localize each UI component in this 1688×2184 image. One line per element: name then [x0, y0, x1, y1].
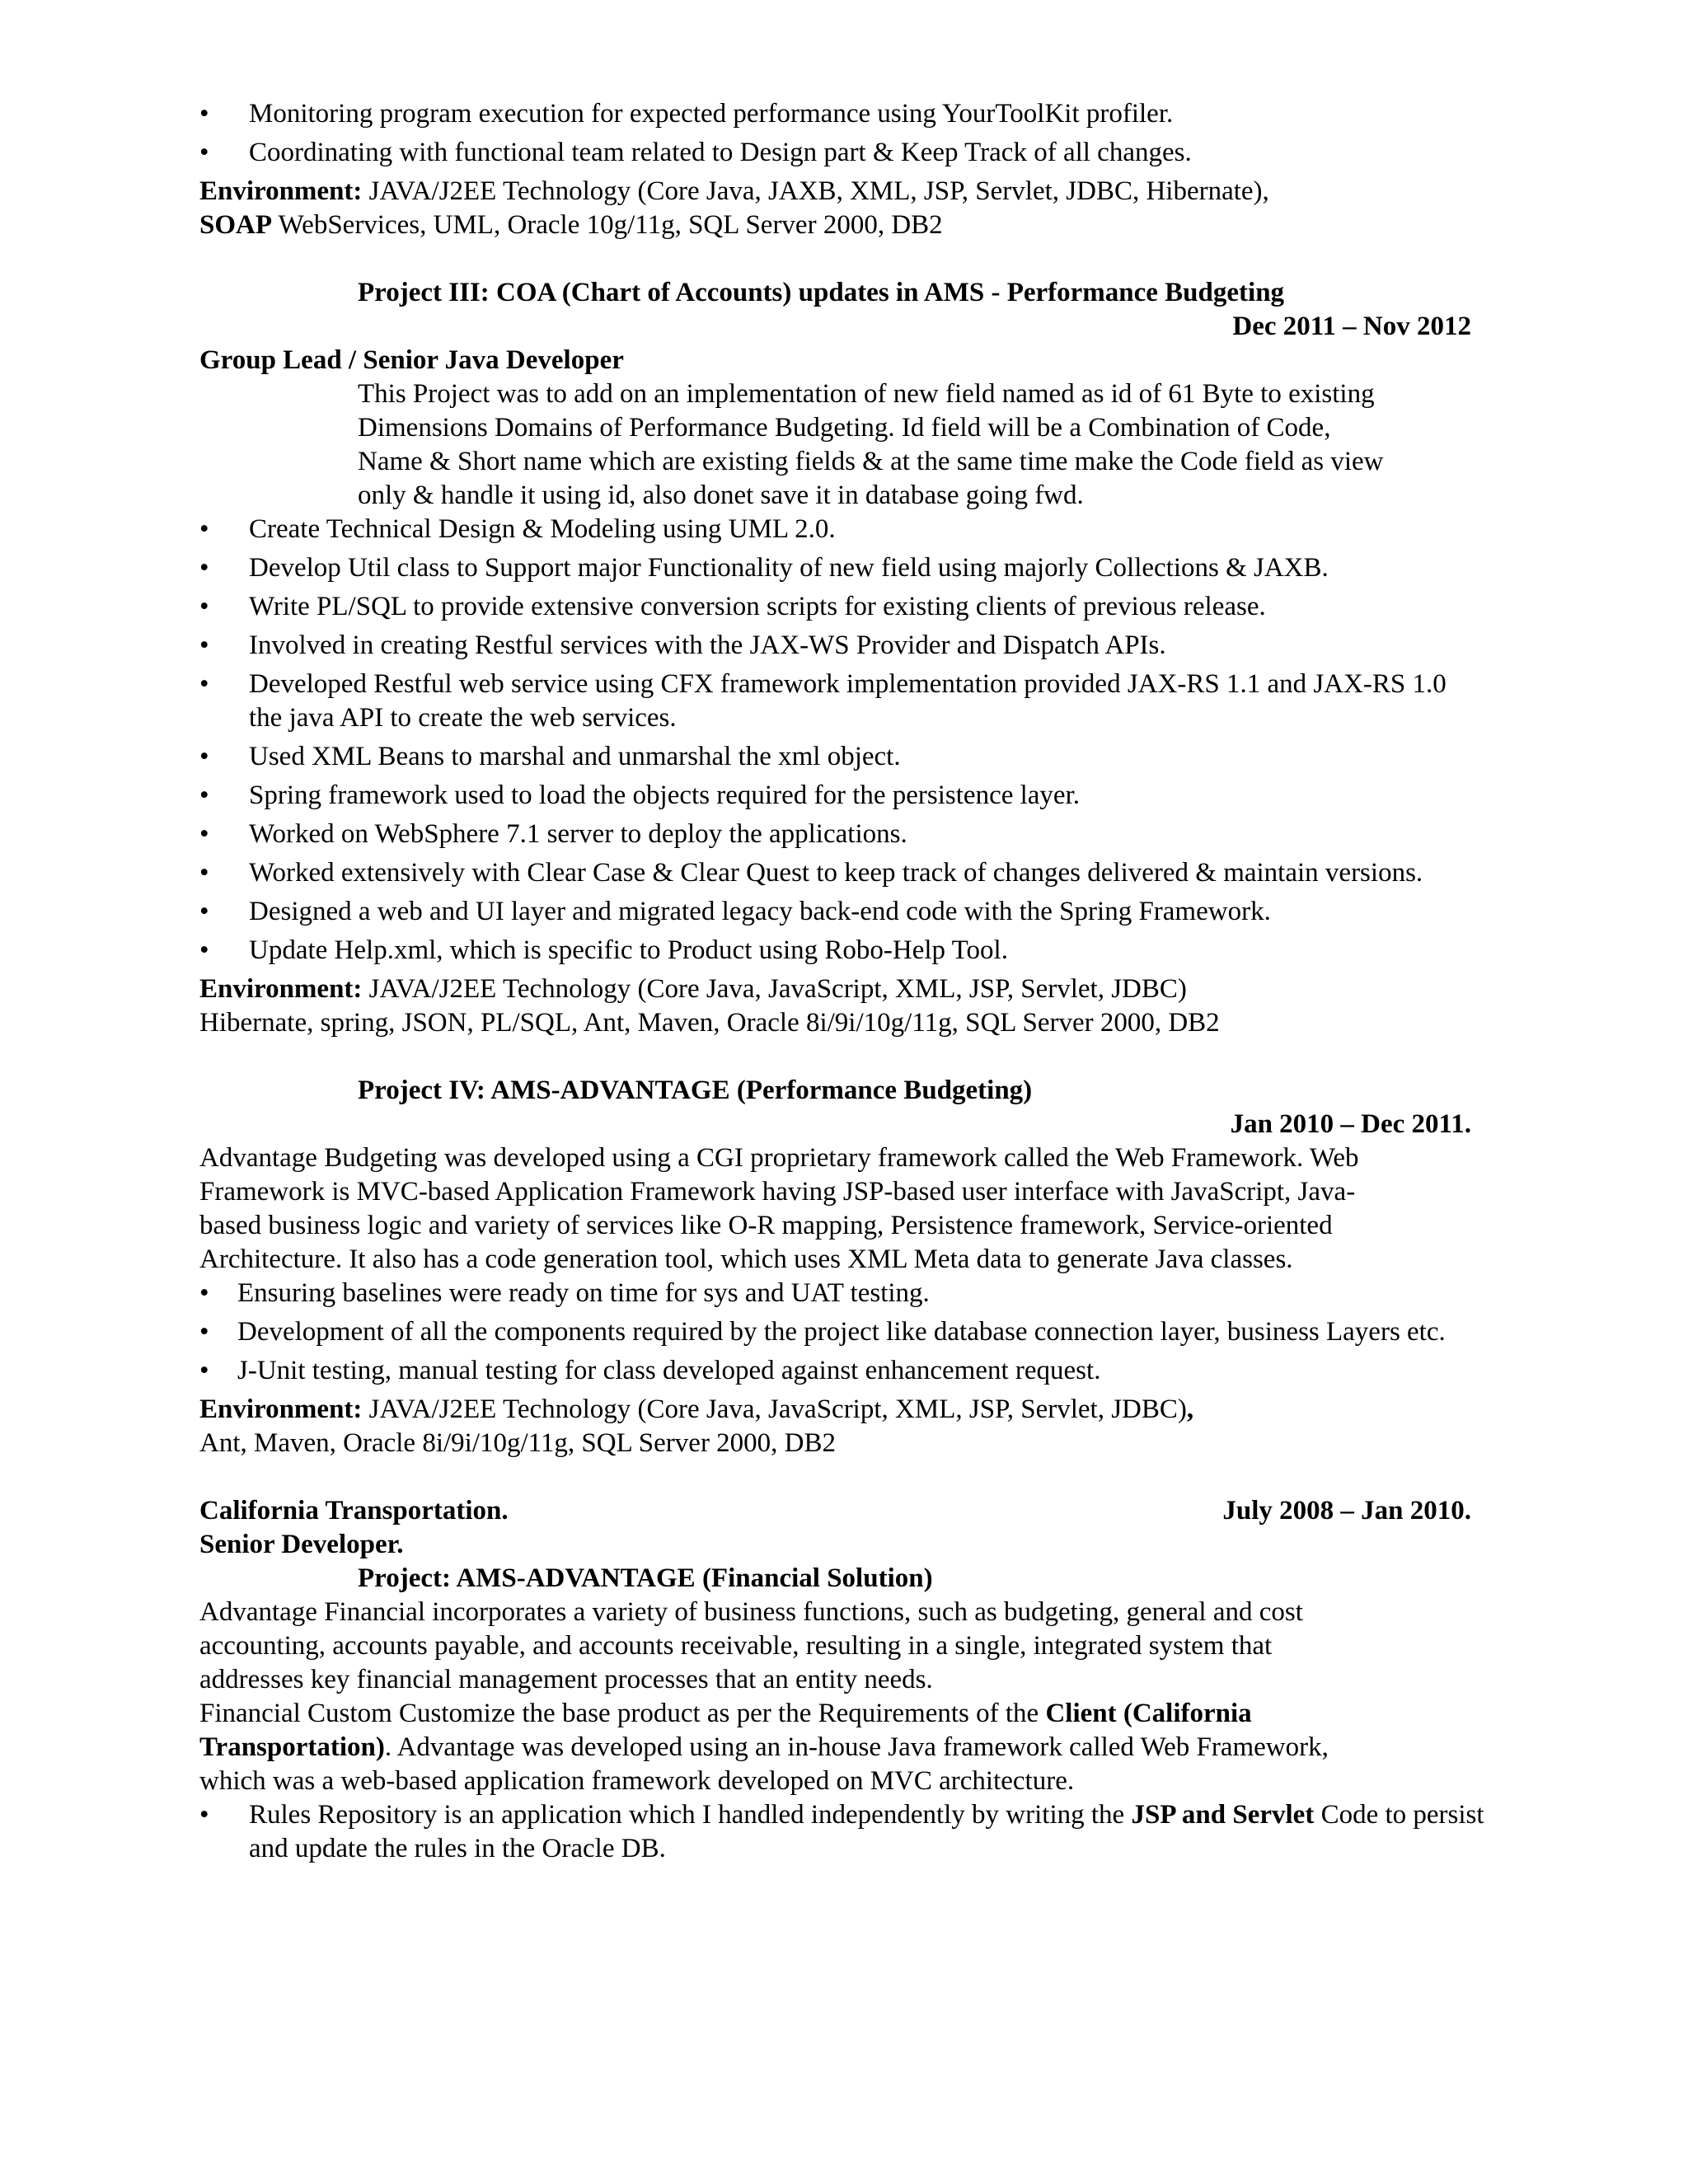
environment-line: SOAP WebServices, UML, Oracle 10g/11g, SQL Server 2000, DB2: [199, 210, 943, 240]
project-description: Advantage Budgeting was developed using a CGI proprietary framework called the Web Framework. Web Framework is MVC-based Application Framework having JSP-based user interface with JavaScript, Java- based business logic and variety of services like O-R mapping, Persistence framework, Service-oriented Architecture. It also has a code generation tool, which uses XML Meta data to generate Java classes.: [199, 1143, 1359, 1274]
list-item: • Coordinating with functional team related to Design part & Keep Track of all changes.: [199, 136, 1485, 170]
project-dates: Jan 2010 – Dec 2011.: [1230, 1109, 1471, 1139]
job-role: Group Lead / Senior Java Developer: [199, 345, 624, 375]
list-item: • Worked on WebSphere 7.1 server to deploy the applications.: [199, 818, 1485, 851]
list-item: • Involved in creating Restful services with the JAX-WS Provider and Dispatch APIs.: [199, 629, 1485, 663]
environment-line: Hibernate, spring, JSON, PL/SQL, Ant, Maven, Oracle 8i/9i/10g/11g, SQL Server 2000, DB2: [199, 1008, 1220, 1038]
list-item: • Ensuring baselines were ready on time for sys and UAT testing.: [199, 1277, 1485, 1310]
employer-dates: July 2008 – Jan 2010.: [1222, 1496, 1471, 1526]
project-description: This Project was to add on an implementation of new field named as id of 61 Byte to existing Dimensions Domains of Performance Budgeting. Id field will be a Combination of Code, Name & Short name which are existing fields & at the same time make the Code field as view only & handle it using id, also donet save it in database going fwd.: [358, 379, 1384, 510]
environment-line: Environment: JAVA/J2EE Technology (Core Java, JAXB, XML, JSP, Servlet, JDBC, Hibernate),: [199, 176, 1269, 206]
employer-name: California Transportation.: [199, 1496, 509, 1526]
environment-line: Environment: JAVA/J2EE Technology (Core Java, JavaScript, XML, JSP, Servlet, JDBC),: [199, 1394, 1194, 1424]
list-item: • Develop Util class to Support major Functionality of new field using majorly Collections & JAXB.: [199, 551, 1485, 585]
list-item: • Development of all the components required by the project like database connection layer, business Layers etc.: [199, 1315, 1485, 1349]
project-title: Project: AMS-ADVANTAGE (Financial Solution): [358, 1563, 933, 1593]
environment-line: Environment: JAVA/J2EE Technology (Core Java, JavaScript, XML, JSP, Servlet, JDBC): [199, 974, 1187, 1004]
list-item: • Used XML Beans to marshal and unmarshal the xml object.: [199, 740, 1485, 774]
list-item: • Designed a web and UI layer and migrated legacy back-end code with the Spring Framework.: [199, 895, 1485, 929]
employer-row: [199, 1494, 1485, 1528]
list-item: • Rules Repository is an application which I handled independently by writing the JSP and Servlet Code to persist and update the rules in the Oracle DB.: [199, 1798, 1485, 1866]
project-title: Project III: COA (Chart of Accounts) updates in AMS - Performance Budgeting: [358, 278, 1285, 307]
list-item: • Create Technical Design & Modeling using UML 2.0.: [199, 513, 1485, 546]
list-item: • Monitoring program execution for expected performance using YourToolKit profiler.: [199, 97, 1485, 131]
list-item: • Spring framework used to load the objects required for the persistence layer.: [199, 779, 1485, 813]
project-description: Financial Custom Customize the base product as per the Requirements of the Client (California Transportation). Advantage was developed using an in-house Java framework called Web Framework, which was a web-based application framework developed on MVC architecture.: [199, 1699, 1329, 1796]
list-item: • Write PL/SQL to provide extensive conversion scripts for existing clients of previous release.: [199, 590, 1485, 624]
project-title: Project IV: AMS-ADVANTAGE (Performance Budgeting): [358, 1076, 1033, 1105]
list-item: • Developed Restful web service using CFX framework implementation provided JAX-RS 1.1 and JAX-RS 1.0 the java API to create the web services.: [199, 668, 1485, 735]
list-item: • J-Unit testing, manual testing for class developed against enhancement request.: [199, 1354, 1485, 1388]
project-dates: Dec 2011 – Nov 2012: [1232, 312, 1471, 341]
environment-line: Ant, Maven, Oracle 8i/9i/10g/11g, SQL Server 2000, DB2: [199, 1428, 837, 1458]
project-description: Advantage Financial incorporates a variety of business functions, such as budgeting, general and cost accounting, accounts payable, and accounts receivable, resulting in a single, integrated system that addresses key financial management processes that an entity needs.: [199, 1597, 1303, 1694]
list-item: • Update Help.xml, which is specific to Product using Robo-Help Tool.: [199, 934, 1485, 968]
job-role: Senior Developer.: [199, 1530, 404, 1559]
list-item: • Worked extensively with Clear Case & Clear Quest to keep track of changes delivered & maintain versions.: [199, 856, 1485, 890]
resume-page: [199, 97, 1485, 1871]
